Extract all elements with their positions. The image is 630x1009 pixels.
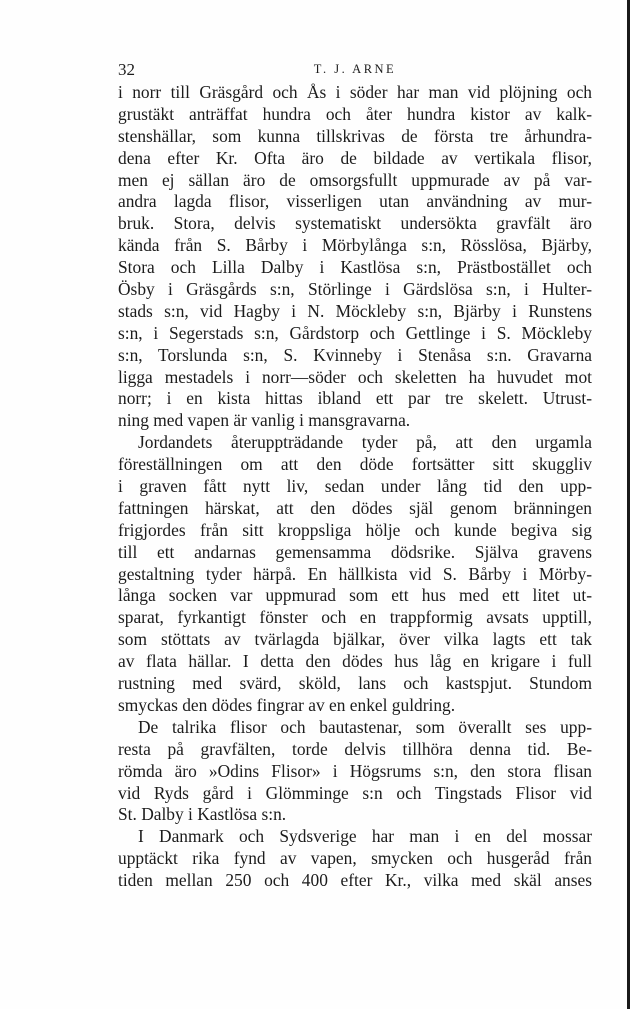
text-line: andra lagda flisor, visserligen utan användning av mur- [118,191,592,212]
text-line: ning med vapen är vanlig i mansgravarna. [118,410,411,431]
text-line: I Danmark och Sydsverige har man i en del mossar [138,826,592,847]
text-line: s:n, Torslunda s:n, S. Kvinneby i Stenåsa s:n. Gravarna [118,344,592,365]
running-head [118,60,592,84]
text-line: fattningen härskat, att den dödes själ genom bränningen [118,497,592,518]
body-text [118,82,592,892]
text-line: ligga mestadels i norr—söder och skeletten ha huvudet mot [118,366,592,387]
text-line: stenshällar, som kunna tillskrivas de första tre århundra- [118,125,592,146]
text-line: sparat, fyrkantigt fönster och en trappformig avsats upptill, [118,607,592,628]
text-line: till ett andarnas gemensamma dödsrike. Själva gravens [118,541,592,562]
paragraph [118,826,592,892]
paragraph [118,82,592,432]
text-line: rustning med svärd, sköld, lans och kastspjut. Stundom [118,673,592,694]
text-line: De talrika flisor och bautastenar, som överallt ses upp- [138,716,592,737]
page-number: 32 [118,60,135,79]
text-line: Jordandets återuppträdande tyder på, att den urgamla [138,432,592,453]
text-line: föreställningen om att den döde fortsätter sitt skuggliv [118,454,592,475]
text-line: stads s:n, vid Hagby i N. Möckleby s:n, Bjärby i Runstens [118,300,592,321]
text-line: upptäckt rika fynd av vapen, smycken och husgeråd från [118,848,592,869]
paragraph [118,432,592,717]
text-line: vid Ryds gård i Glömminge s:n och Tingstads Flisor vid [118,782,592,803]
text-line: tiden mellan 250 och 400 efter Kr., vilka med skäl anses [118,870,592,891]
text-line: av flata hällar. I detta den dödes hus låg en krigare i full [118,651,592,672]
text-line: norr; i en kista hittas ibland ett par tre skelett. Utrust- [118,388,592,409]
text-line: St. Dalby i Kastlösa s:n. [118,804,287,825]
paragraph [118,717,592,826]
running-head-author: T. J. ARNE [313,62,397,76]
text-line: römda äro »Odins Flisor» i Högsrums s:n, den stora flisan [118,760,592,781]
text-line: smyckas den dödes fingrar av en enkel guldring. [118,694,456,715]
text-line: men ej sällan äro de omsorgsfullt uppmurade av på var- [118,169,592,190]
text-line: Stora och Lilla Dalby i Kastlösa s:n, Prästbostället och [118,257,592,278]
text-line: Ösby i Gräsgårds s:n, Störlinge i Gärdslösa s:n, i Hulter- [118,279,592,300]
text-line: långa socken var uppmurad som ett hus med ett litet ut- [118,585,592,606]
text-line: som stöttats av tvärlagda bjälkar, över vilka lagts ett tak [118,629,592,650]
text-line: i norr till Gräsgård och Ås i söder har man vid plöjning och [118,82,592,102]
text-line: i graven fått nytt liv, sedan under lång tid den upp- [118,476,592,497]
text-line: gestaltning tyder härpå. En hällkista vid S. Bårby i Mörby- [118,563,592,584]
text-line: resta på gravfälten, torde delvis tillhöra denna tid. Be- [118,738,592,759]
text-line: bruk. Stora, delvis systematiskt undersökta gravfält äro [118,213,592,234]
text-line: kända från S. Bårby i Mörbylånga s:n, Rösslösa, Bjärby, [118,235,592,256]
text-line: s:n, i Segerstads s:n, Gårdstorp och Gettlinge i S. Möckleby [118,322,592,343]
text-line: grustäkt anträffat hundra och åter hundra kistor av kalk- [118,103,592,124]
text-line: dena efter Kr. Ofta äro de bildade av vertikala flisor, [118,147,592,168]
text-line: frigjordes från sitt kroppsliga hölje och kunde begiva sig [118,519,592,540]
